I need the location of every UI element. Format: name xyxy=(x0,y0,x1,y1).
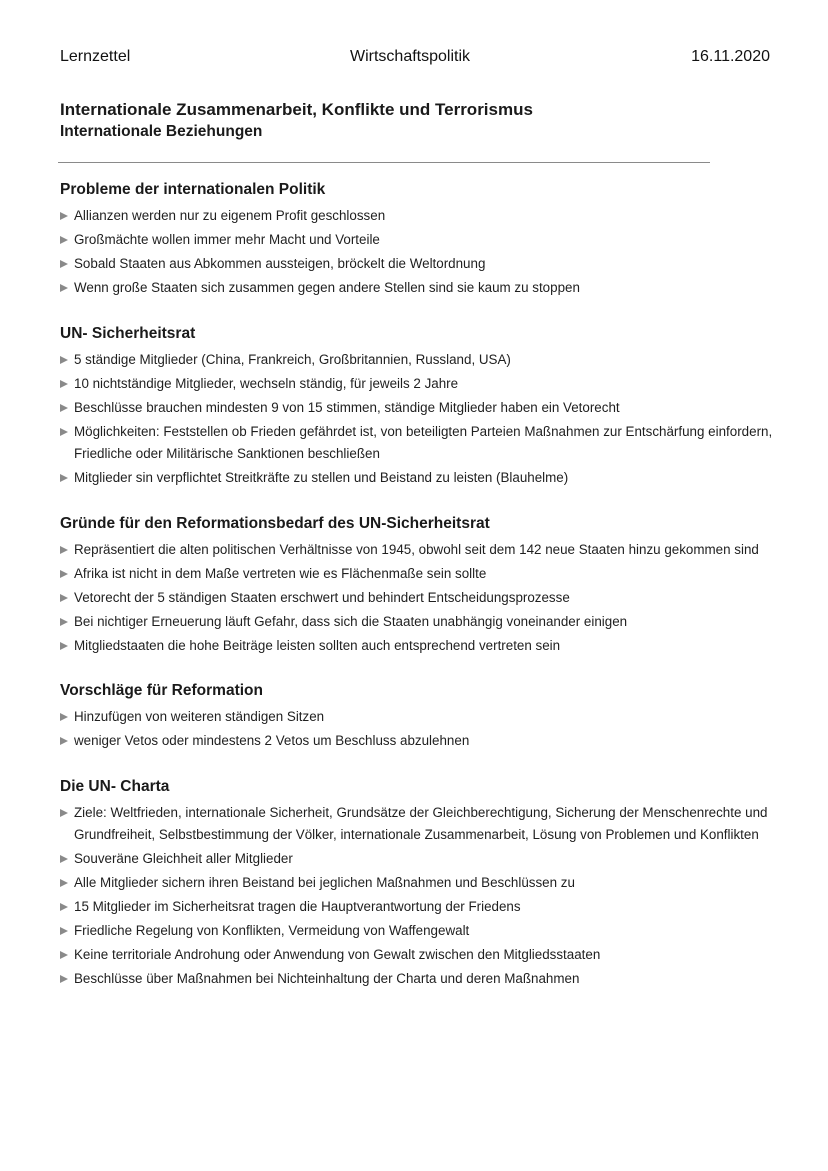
triangle-bullet-icon xyxy=(60,975,68,983)
bullet-list xyxy=(60,539,775,658)
section-heading: Die UN- Charta xyxy=(60,777,170,795)
triangle-bullet-icon xyxy=(60,474,68,482)
list-item-text: 15 Mitglieder im Sicherheitsrat tragen die Hauptverantwortung der Friedens xyxy=(74,899,521,914)
list-item xyxy=(60,467,775,490)
list-item xyxy=(60,706,775,729)
list-item xyxy=(60,397,775,420)
section-heading: Probleme der internationalen Politik xyxy=(60,181,326,198)
section xyxy=(60,178,775,300)
page-header xyxy=(60,48,770,70)
list-item-text: Großmächte wollen immer mehr Macht und Vorteile xyxy=(74,232,380,247)
triangle-bullet-icon xyxy=(60,879,68,887)
list-item xyxy=(60,253,775,276)
document-title: Internationale Zusammenarbeit, Konflikte und Terrorismus xyxy=(60,100,533,119)
list-item-text: Afrika ist nicht in dem Maße vertreten wie es Flächenmaße sein sollte xyxy=(74,565,487,581)
list-item xyxy=(60,373,775,396)
list-item xyxy=(60,563,775,586)
triangle-bullet-icon xyxy=(60,809,68,817)
list-item xyxy=(60,587,775,610)
triangle-bullet-icon xyxy=(60,236,68,244)
list-item xyxy=(60,421,775,466)
list-item-text: Mitgliedstaaten die hohe Beiträge leisten sollten auch entsprechend vertreten sein xyxy=(74,637,561,653)
list-item-text: Beschlüsse über Maßnahmen bei Nichteinhaltung der Charta und deren Maßnahmen xyxy=(74,971,580,986)
header-date: 16.11.2020 xyxy=(691,48,770,65)
list-item-text: Repräsentiert die alten politischen Verhältnisse von 1945, obwohl seit dem 142 neue Staaten hinzu gekommen sind xyxy=(74,541,759,557)
section-heading: Gründe für den Reformationsbedarf des UN-Sicherheitsrat xyxy=(60,514,490,532)
header-left-label: Lernzettel xyxy=(60,48,131,65)
triangle-bullet-icon xyxy=(60,546,68,554)
list-item xyxy=(60,730,775,753)
list-item xyxy=(60,539,775,562)
bullet-list xyxy=(60,802,775,991)
triangle-bullet-icon xyxy=(60,903,68,911)
list-item-text: Keine territoriale Androhung oder Anwendung von Gewalt zwischen den Mitgliedsstaaten xyxy=(74,947,601,962)
triangle-bullet-icon xyxy=(60,404,68,412)
document-subtitle: Internationale Beziehungen xyxy=(60,123,263,140)
section-heading: Vorschläge für Reformation xyxy=(60,682,263,699)
list-item-text: 10 nichtständige Mitglieder, wechseln ständig, für jeweils 2 Jahre xyxy=(74,375,459,391)
title-block xyxy=(60,98,533,143)
list-item xyxy=(60,896,775,919)
bullet-list xyxy=(60,349,775,490)
list-item-text: Beschlüsse brauchen mindesten 9 von 15 stimmen, ständige Mitglieder haben ein Vetorecht xyxy=(74,399,620,415)
triangle-bullet-icon xyxy=(60,212,68,220)
triangle-bullet-icon xyxy=(60,618,68,626)
section xyxy=(60,679,775,753)
list-item-text: Friedliche Regelung von Konflikten, Vermeidung von Waffengewalt xyxy=(74,923,470,938)
list-item-text: Alle Mitglieder sichern ihren Beistand bei jeglichen Maßnahmen und Beschlüssen zu xyxy=(74,875,575,890)
list-item xyxy=(60,277,775,300)
list-item xyxy=(60,205,775,228)
triangle-bullet-icon xyxy=(60,951,68,959)
list-item xyxy=(60,802,775,847)
section-heading: UN- Sicherheitsrat xyxy=(60,324,196,342)
triangle-bullet-icon xyxy=(60,737,68,745)
list-item xyxy=(60,944,775,967)
list-item xyxy=(60,611,775,634)
triangle-bullet-icon xyxy=(60,356,68,364)
list-item xyxy=(60,229,775,252)
bullet-list xyxy=(60,706,775,753)
triangle-bullet-icon xyxy=(60,594,68,602)
triangle-bullet-icon xyxy=(60,284,68,292)
triangle-bullet-icon xyxy=(60,855,68,863)
list-item-text: Bei nichtiger Erneuerung läuft Gefahr, dass sich die Staaten unabhängig voneinander einigen xyxy=(74,613,628,629)
triangle-bullet-icon xyxy=(60,570,68,578)
list-item-text: Wenn große Staaten sich zusammen gegen andere Stellen sind sie kaum zu stoppen xyxy=(74,280,580,295)
list-item xyxy=(60,349,775,372)
triangle-bullet-icon xyxy=(60,428,68,436)
title-divider xyxy=(58,162,710,163)
triangle-bullet-icon xyxy=(60,927,68,935)
list-item-text: Ziele: Weltfrieden, internationale Sicherheit, Grundsätze der Gleichberechtigung, Sicherung der Menschenrechte und Grundfreiheit, Selbstbestimmung der Völker, internationale Zusammenarbeit, Lösung von Problemen und Konflikten xyxy=(74,804,768,842)
list-item xyxy=(60,920,775,943)
triangle-bullet-icon xyxy=(60,642,68,650)
triangle-bullet-icon xyxy=(60,380,68,388)
list-item-text: Möglichkeiten: Feststellen ob Frieden gefährdet ist, von beteiligten Parteien Maßnahmen zur Entschärfung einfordern, Friedliche oder Militärische Sanktionen beschließen xyxy=(74,423,773,461)
list-item-text: Hinzufügen von weiteren ständigen Sitzen xyxy=(74,709,325,724)
section xyxy=(60,322,775,490)
list-item-text: Vetorecht der 5 ständigen Staaten erschwert und behindert Entscheidungsprozesse xyxy=(74,589,570,605)
header-subject-label: Wirtschaftspolitik xyxy=(350,48,471,65)
list-item xyxy=(60,635,775,658)
list-item xyxy=(60,872,775,895)
list-item-text: Allianzen werden nur zu eigenem Profit geschlossen xyxy=(74,208,386,223)
section xyxy=(60,512,775,658)
list-item xyxy=(60,848,775,871)
list-item-text: weniger Vetos oder mindestens 2 Vetos um Beschluss abzulehnen xyxy=(74,733,470,748)
document-content xyxy=(60,178,775,1013)
triangle-bullet-icon xyxy=(60,713,68,721)
list-item-text: Sobald Staaten aus Abkommen aussteigen, bröckelt die Weltordnung xyxy=(74,256,486,271)
list-item xyxy=(60,968,775,991)
list-item-text: Souveräne Gleichheit aller Mitglieder xyxy=(74,851,293,866)
triangle-bullet-icon xyxy=(60,260,68,268)
section xyxy=(60,775,775,991)
list-item-text: 5 ständige Mitglieder (China, Frankreich, Großbritannien, Russland, USA) xyxy=(74,351,511,367)
list-item-text: Mitglieder sin verpflichtet Streitkräfte zu stellen und Beistand zu leisten (Blauhelme) xyxy=(74,470,569,485)
bullet-list xyxy=(60,205,775,300)
